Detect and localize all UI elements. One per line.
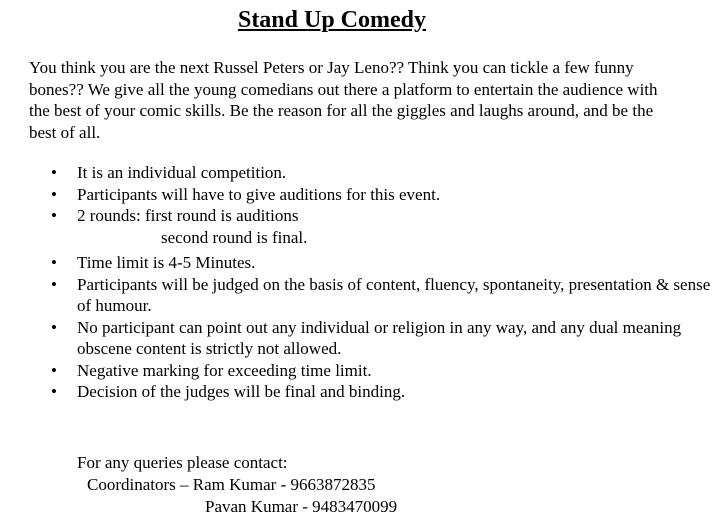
list-item (0, 184, 719, 206)
bullet-icon: • (51, 206, 57, 225)
rule-text: 2 rounds: first round is auditions (77, 206, 299, 225)
list-item (0, 317, 719, 360)
rules-list (0, 162, 719, 403)
list-item (0, 381, 719, 403)
bullet-icon: • (51, 184, 57, 204)
rule-text: No participant can point out any individual or religion in any way, and any dual meaning obscene content is strictly not allowed. (77, 317, 682, 358)
bullet-icon: • (51, 317, 57, 337)
bullet-icon: • (51, 253, 57, 272)
rule-continuation: second round is final. (161, 227, 308, 247)
contact-section (77, 452, 677, 518)
coordinator-line-2: Pavan Kumar - 9483470099 (205, 497, 398, 516)
rule-text: Participants will have to give auditions for this event. (77, 184, 441, 204)
list-item (0, 162, 719, 184)
rule-text: It is an individual competition. (77, 163, 287, 182)
contact-heading: For any queries please contact: (77, 453, 288, 472)
coordinator-line: Coordinators – Ram Kumar - 9663872835 (87, 475, 376, 494)
rule-text: Time limit is 4-5 Minutes. (77, 253, 256, 272)
page-title: Stand Up Comedy (237, 7, 427, 33)
bullet-icon: • (51, 360, 57, 380)
list-item (0, 205, 719, 248)
list-item (0, 360, 719, 382)
rule-text: Negative marking for exceeding time limit. (77, 360, 372, 380)
rule-text: Participants will be judged on the basis of content, fluency, spontaneity, presentation & sense of humour. (77, 274, 711, 315)
list-item (0, 274, 719, 317)
bullet-icon: • (51, 382, 57, 401)
bullet-icon: • (51, 274, 57, 294)
rule-text: Decision of the judges will be final and binding. (77, 382, 406, 401)
intro-paragraph: You think you are the next Russel Peters or Jay Leno?? Think you can tickle a few funny bones?? We give all the young comedians out there a platform to entertain the audience with the best of your comic skills. Be the reason for all the giggles and laughs around, and be the best of all. (29, 58, 658, 142)
bullet-icon: • (51, 163, 57, 182)
list-item (0, 252, 719, 274)
